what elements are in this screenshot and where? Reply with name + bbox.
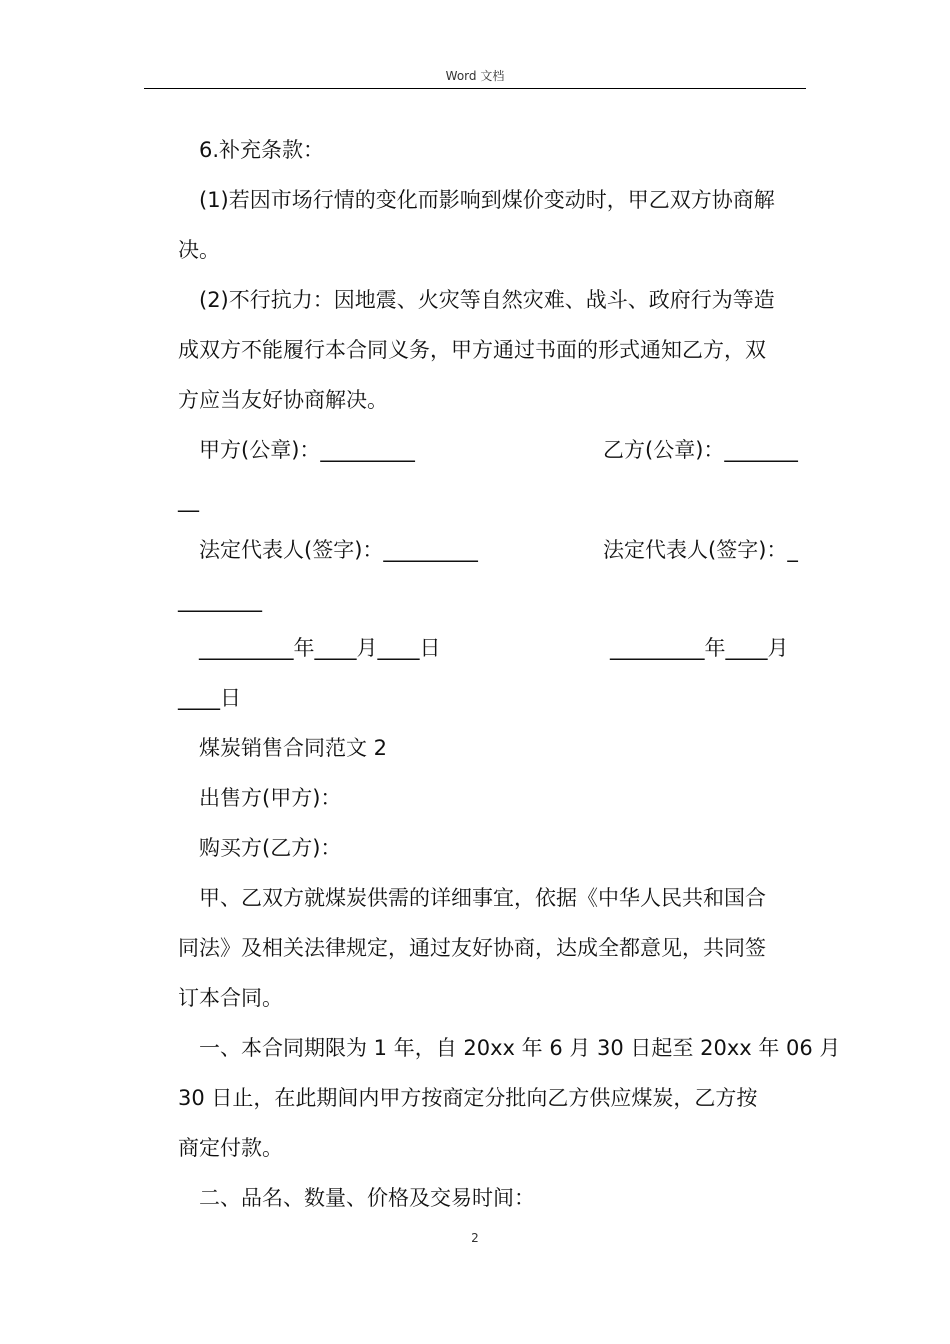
clause-6-2-line-1: (2)不行抗力：因地震、火灾等自然灾难、战斗、政府行为等造 — [199, 288, 775, 312]
clause-6-1-line-2: 决。 — [178, 238, 220, 262]
article-1-line-3: 商定付款。 — [178, 1136, 283, 1160]
clause-6-2-line-2: 成双方不能履行本合同义务，甲方通过书面的形式通知乙方，双 — [178, 338, 766, 362]
article-1-line-1: 一、本合同期限为 1 年，自 20xx 年 6 月 30 日起至 20xx 年 06 月 — [199, 1036, 841, 1060]
clause-6-1-line-1: (1)若因市场行情的变化而影响到煤价变动时，甲乙双方协商解 — [199, 188, 775, 212]
party-b-date-field-continued: ____日 — [178, 686, 241, 710]
clause-6-heading: 6.补充条款： — [199, 138, 325, 162]
clause-6-2-line-3: 方应当友好协商解决。 — [178, 388, 388, 412]
party-b-representative-field-continued: ________ — [178, 588, 262, 612]
seller-line: 出售方(甲方)： — [199, 786, 342, 810]
party-b-seal-field: 乙方(公章)：_______ — [603, 438, 798, 462]
buyer-line: 购买方(乙方)： — [199, 836, 342, 860]
document-title-2: 煤炭销售合同范文 2 — [199, 736, 388, 760]
article-2-heading: 二、品名、数量、价格及交易时间： — [199, 1186, 535, 1210]
preamble-line-3: 订本合同。 — [178, 986, 283, 1010]
preamble-line-1: 甲、乙双方就煤炭供需的详细事宜，依据《中华人民共和国合 — [199, 886, 766, 910]
party-b-representative-field: 法定代表人(签字)：_ — [603, 538, 798, 562]
party-b-seal-field-continued: __ — [178, 488, 199, 512]
party-a-seal-field: 甲方(公章)：_________ — [199, 438, 415, 462]
page-number: 2 — [471, 1231, 479, 1245]
party-a-date-field: _________年____月____日 — [199, 636, 441, 660]
party-b-date-field: _________年____月 — [610, 636, 789, 660]
article-1-line-2: 30 日止，在此期间内甲方按商定分批向乙方供应煤炭，乙方按 — [178, 1086, 758, 1110]
header-divider — [144, 88, 806, 89]
preamble-line-2: 同法》及相关法律规定，通过友好协商，达成全都意见，共同签 — [178, 936, 766, 960]
party-a-representative-field: 法定代表人(签字)：_________ — [199, 538, 478, 562]
page-header: Word 文档 — [445, 69, 505, 83]
